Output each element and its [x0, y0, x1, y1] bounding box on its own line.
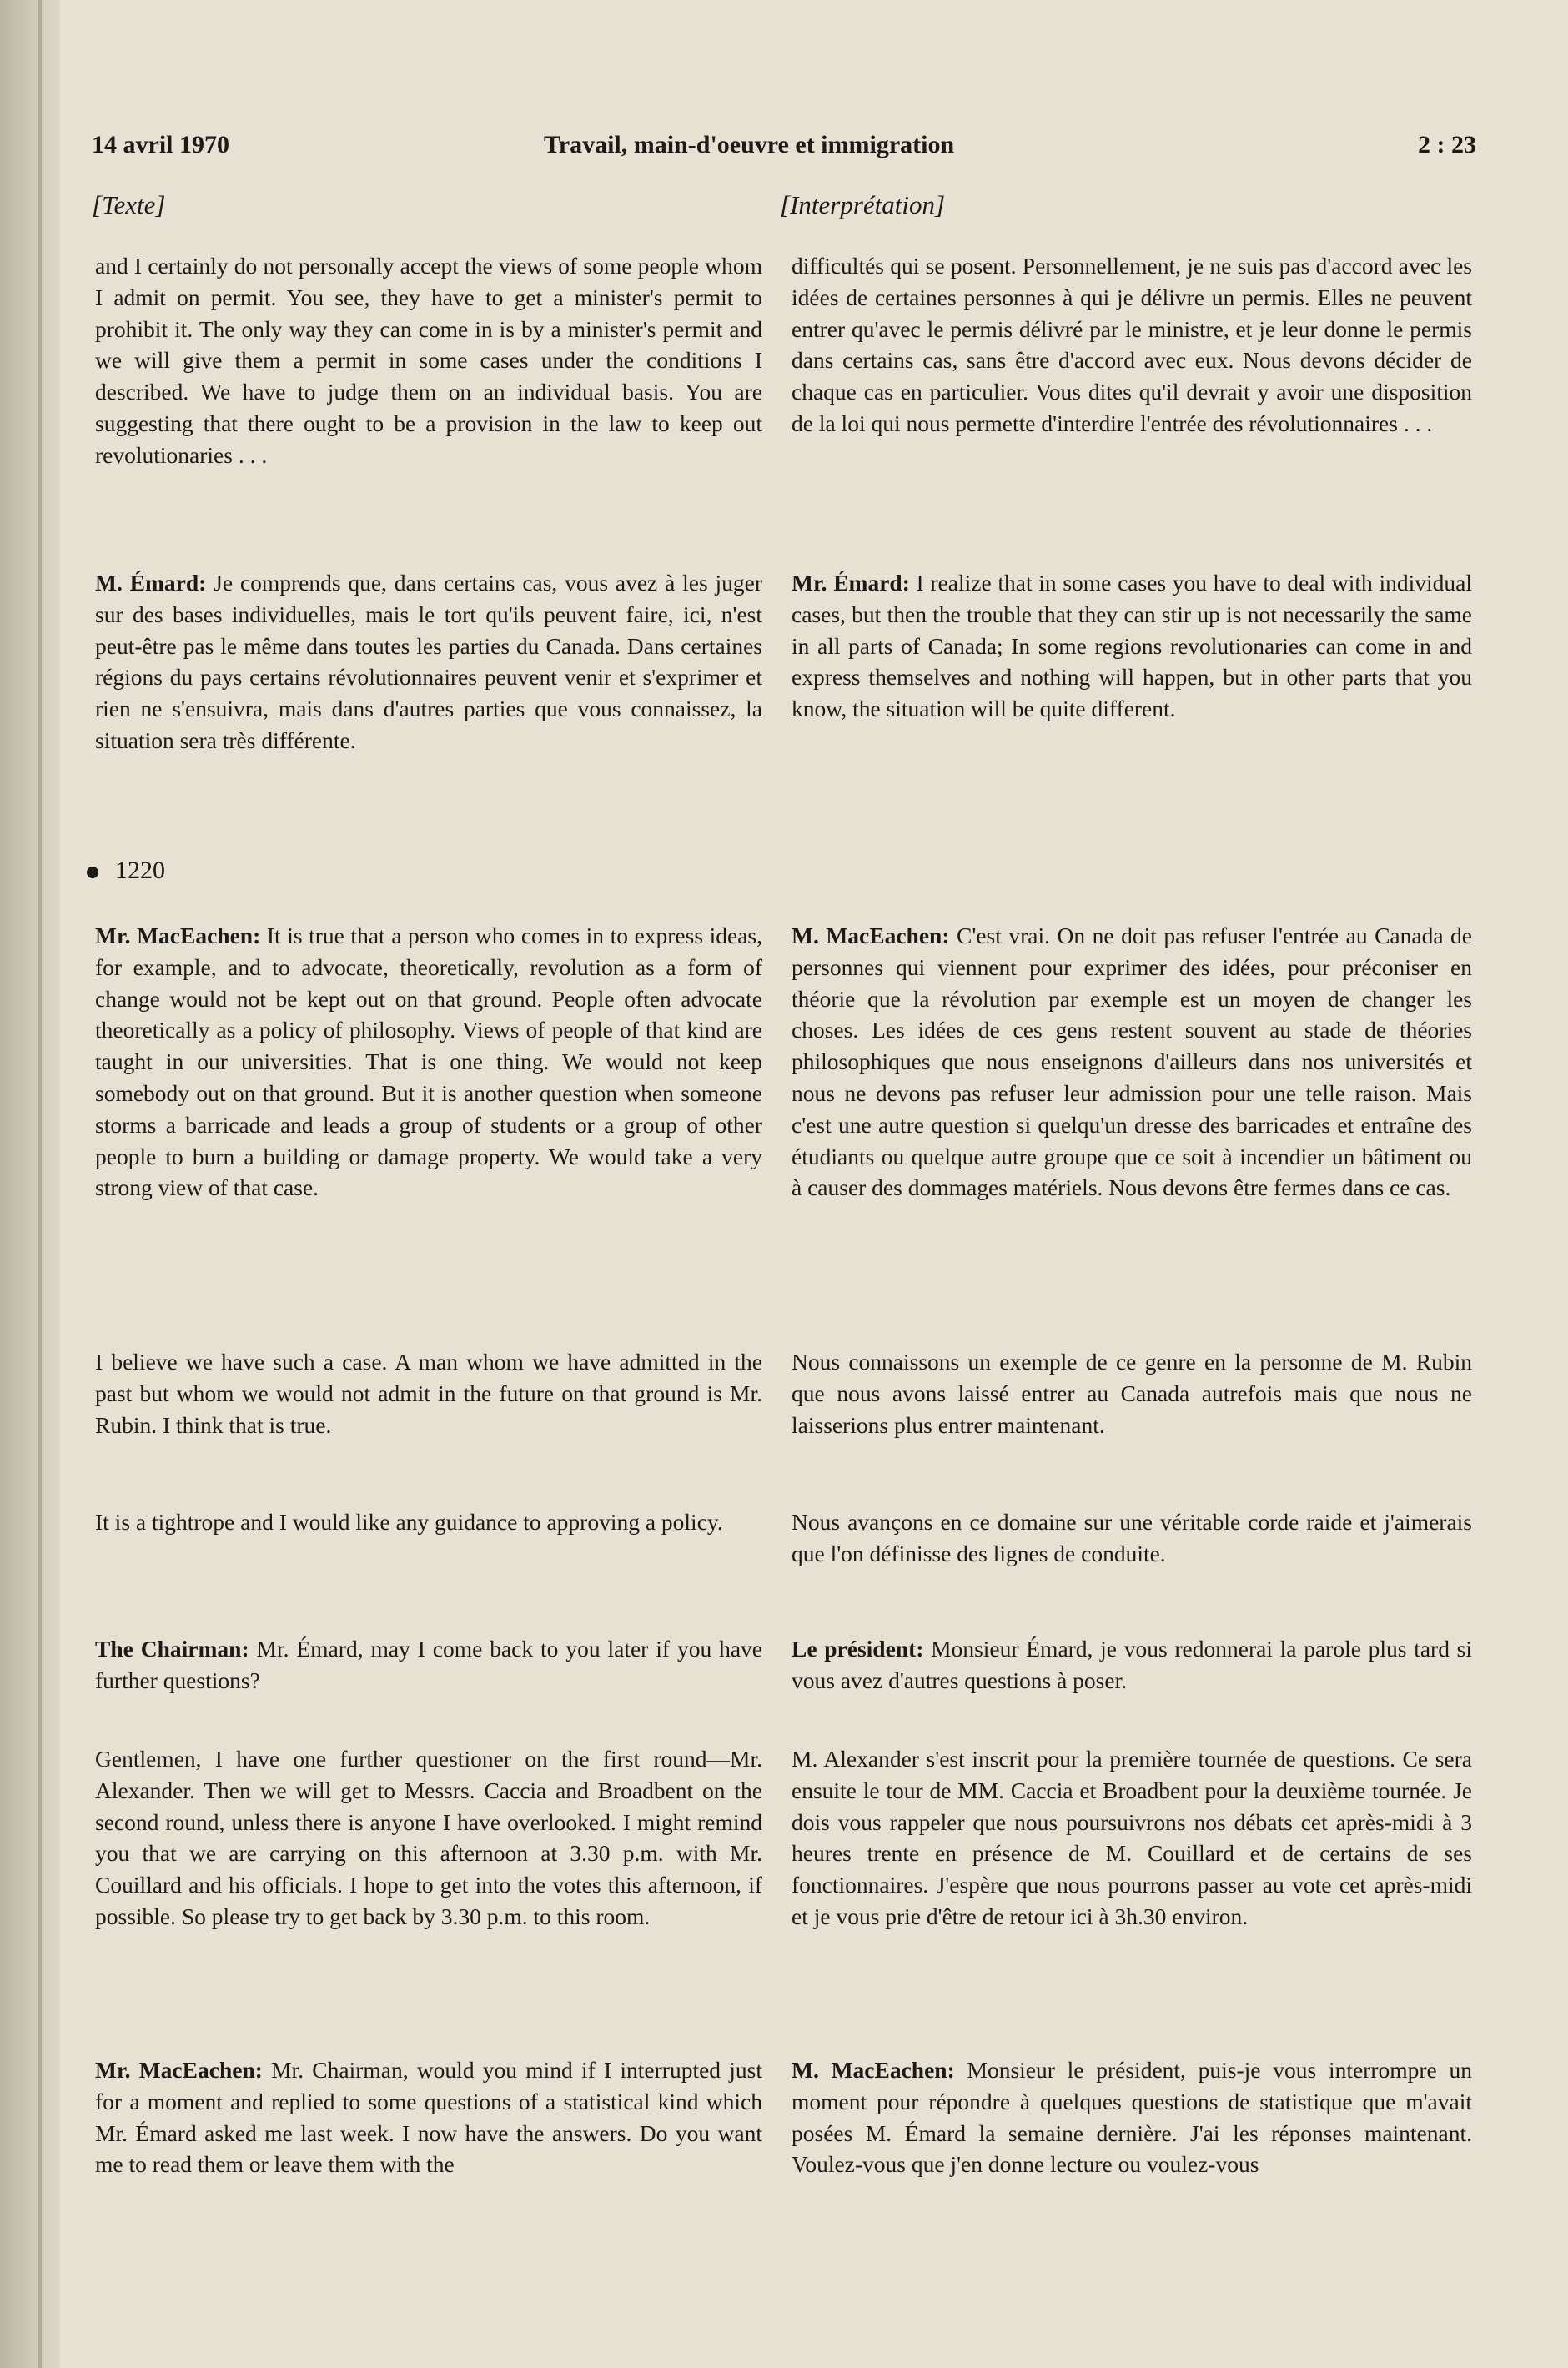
header-title: Travail, main-d'oeuvre et immigration — [544, 131, 955, 158]
right-paragraph: Le président: Monsieur Émard, je vous redonnerai la parole plus tard si vous avez d'autres questions à poser. — [792, 1636, 1472, 1693]
left-paragraph: Gentlemen, I have one further questioner on the first round—Mr. Alexander. Then we will get to Messrs. Caccia and Broadbent on the second round, unless there is anyone I have overlooked. I might remind you that we are carrying on this afternoon at 3.30 p.m. with Mr. Couillard and his officials. I hope to get into the votes this afternoon, if possible. So please try to get back by 3.30 p.m. to this room. — [95, 1746, 762, 1929]
left-paragraph: Mr. MacEachen: Mr. Chairman, would you mind if I interrupted just for a moment and replied to some questions of a statistical kind which Mr. Émard asked me last week. I now have the answers. Do you want me to read them or leave them with the — [95, 2057, 762, 2178]
time-marker: 1220 — [87, 857, 165, 885]
column-label-right-text: Interprétation — [790, 190, 935, 219]
left-paragraph: Mr. MacEachen: It is true that a person who comes in to express ideas, for example, and to advocate, theoretically, revolution as a form of change would not be kept out on that ground. People often advocate theoretically as a policy of philosophy. Views of people of that kind are taught in our universities. That is one thing. We would not keep somebody out on that ground. But it is another question when someone storms a barricade and leads a group of students or a group of other people to burn a building or damage property. We would take a very strong view of that case. — [95, 923, 762, 1201]
left-paragraph: M. Émard: Je comprends que, dans certains cas, vous avez à les juger sur des bases individuelles, mais le tort qu'ils peuvent faire, ici, n'est peut-être pas le même dans toutes les parties du Canada. Dans certaines régions du pays certains révolutionnaires peuvent venir et s'exprimer et rien ne s'ensuivra, mais dans d'autres parties que vous connaissez, la situation sera très différente. — [95, 570, 762, 753]
right-paragraph: Mr. Émard: I realize that in some cases you have to deal with individual cases, but then the trouble that they can stir up is not necessarily the same in all parts of Canada; In some regions revolutionaries can come in and express themselves and nothing will happen, but in other parts that you know, the situation will be quite different. — [792, 570, 1472, 722]
right-paragraph: Nous avançons en ce domaine sur une véritable corde raide et j'aimerais que l'on définisse des lignes de conduite. — [792, 1509, 1472, 1566]
speaker-name: Le président: — [792, 1636, 924, 1662]
left-paragraph: It is a tightrope and I would like any guidance to approving a policy. — [95, 1509, 723, 1535]
left-paragraph: and I certainly do not personally accept the views of some people whom I admit on permit. You see, they have to get a minister's permit to prohibit it. The only way they can come in is by a minister's permit and we will give them a permit in some cases under the conditions I described. We have to judge them on an individual basis. You are suggesting that there ought to be a provision in the law to keep out revolutionaries . . . — [95, 253, 762, 468]
right-paragraph: M. Alexander s'est inscrit pour la première tournée de questions. Ce sera ensuite le tour de MM. Caccia et Broadbent pour la deuxième tournée. Je dois vous rappeler que nous poursuivrons nos débats cet après-midi à 3 heures trente en présence de M. Couillard et de certains de ses fonctionnaires. J'espère que nous pourrons passer au vote cet après-midi et je vous prie d'être de retour ici à 3h.30 environ. — [792, 1746, 1472, 1929]
header-date: 14 avril 1970 — [92, 131, 229, 158]
right-paragraph: M. MacEachen: Monsieur le président, puis-je vous interrompre un moment pour répondre à quelques questions de statistique que m'avait posées M. Émard la semaine dernière. J'ai les réponses maintenant. Voulez-vous que j'en donne lecture ou voulez-vous — [792, 2057, 1472, 2178]
right-paragraph: difficultés qui se posent. Personnellement, je ne suis pas d'accord avec les idées de certaines personnes à qui je délivre un permis. Elles ne peuvent entrer qu'avec le permis délivré par le ministre, et je leur donne le permis dans certains cas, sans être d'accord avec eux. Nous devons décider de chaque cas en particulier. Vous dites qu'il devrait y avoir une disposition de la loi qui nous permette d'interdire l'entrée des révolutionnaires . . . — [792, 253, 1472, 436]
bullet-icon — [87, 867, 98, 878]
left-paragraph: The Chairman: Mr. Émard, may I come back to you later if you have further questions? — [95, 1636, 763, 1693]
speaker-name: Mr. Émard: — [792, 570, 910, 596]
speaker-name: The Chairman: — [95, 1636, 249, 1662]
speaker-name: Mr. MacEachen: — [95, 2057, 263, 2083]
column-label-left: [Texte] — [92, 190, 166, 219]
right-paragraph: M. MacEachen: C'est vrai. On ne doit pas refuser l'entrée au Canada de personnes qui viennent pour exprimer des idées, pour préconiser en théorie que la révolution par exemple est un moyen de changer les choses. Les idées de ces gens restent souvent au stade de théories philosophiques que nous enseignons d'ailleurs dans nos universités et nous ne devons pas refuser leur admission pour une telle raison. Mais c'est une autre question si quelqu'un dresse des barricades et entraîne des étudiants ou quelque autre groupe que ce soit à incendier un bâtiment ou à causer des dommages matériels. Nous devons être fermes dans ce cas. — [792, 923, 1473, 1201]
left-paragraph: I believe we have such a case. A man whom we have admitted in the past but whom we would not admit in the future on that ground is Mr. Rubin. I think that is true. — [95, 1349, 762, 1438]
speaker-name: Mr. MacEachen: — [95, 923, 261, 948]
speaker-name: M. MacEachen: — [792, 2057, 955, 2083]
speaker-name: M. MacEachen: — [792, 923, 950, 948]
right-paragraph: Nous connaissons un exemple de ce genre en la personne de M. Rubin que nous avons laissé entrer au Canada autrefois mais que nous ne laisserions plus entrer maintenant. — [792, 1349, 1472, 1438]
header-page-number: 2 : 23 — [1418, 131, 1476, 158]
column-label-left-text: Texte — [102, 190, 156, 219]
speaker-name: M. Émard: — [95, 570, 207, 596]
column-label-right: [Interprétation] — [780, 190, 946, 219]
